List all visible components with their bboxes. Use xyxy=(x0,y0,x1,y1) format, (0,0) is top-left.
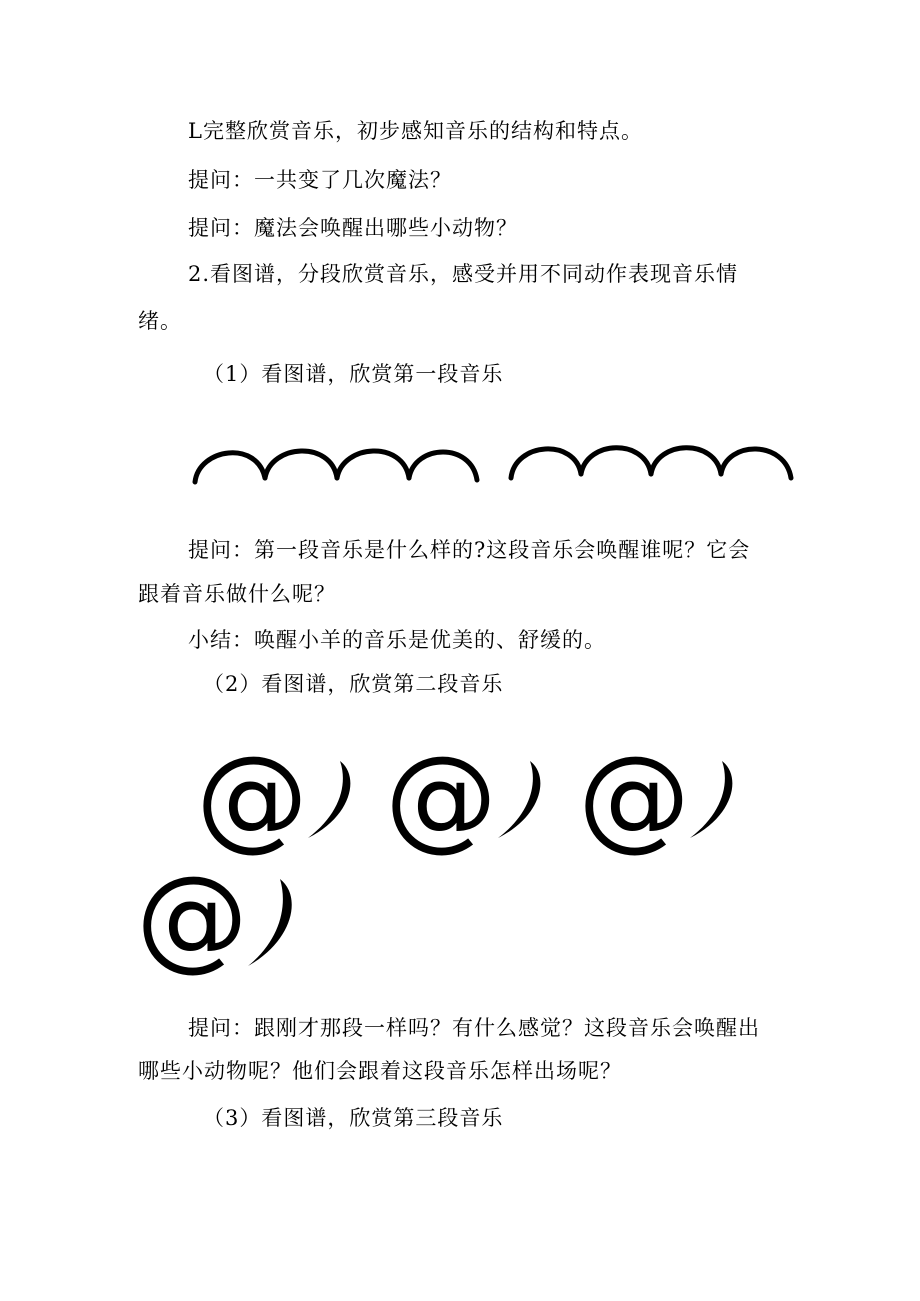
arc-shape xyxy=(265,451,337,478)
section-heading-part-3: （3）看图谱，欣赏第三段音乐 xyxy=(203,1106,504,1130)
curve-stroke xyxy=(682,756,752,846)
arc-shape xyxy=(337,451,409,478)
score-figure-arcs xyxy=(185,430,805,500)
arc-shape xyxy=(409,452,477,480)
paragraph-step-2-line-1: 2.看图谱，分段欣赏音乐，感受并用不同动作表现音乐情 xyxy=(188,262,739,286)
arc-shape xyxy=(721,449,791,478)
arc-group-left xyxy=(195,451,477,482)
paragraph-question-3-line-1: 提问：第一段音乐是什么样的?这段音乐会唤醒谁呢？它会 xyxy=(188,538,751,562)
paragraph-question-2: 提问：魔法会唤醒出哪些小动物？ xyxy=(188,216,518,240)
paragraph-summary: 小结：唤醒小羊的音乐是优美的、舒缓的。 xyxy=(188,628,606,652)
arc-shape xyxy=(195,453,265,482)
paragraph-question-4-line-2: 哪些小动物呢？他们会跟着这段音乐怎样出场呢？ xyxy=(138,1059,622,1083)
at-symbol: @ xyxy=(385,733,497,863)
at-symbol: @ xyxy=(136,853,248,983)
arc-shape xyxy=(651,448,721,474)
paragraph-question-1: 提问：一共变了几次魔法？ xyxy=(188,168,452,192)
arc-shape xyxy=(511,449,581,478)
curve-stroke xyxy=(300,756,370,846)
paragraph-step-2-line-2: 绪。 xyxy=(138,309,182,333)
at-symbol: @ xyxy=(578,733,690,863)
at-symbol: @ xyxy=(196,733,308,863)
paragraph-1: L完整欣赏音乐，初步感知音乐的结构和特点。 xyxy=(188,119,643,143)
curve-stroke xyxy=(240,874,310,972)
paragraph-question-4-line-1: 提问：跟刚才那段一样吗？有什么感觉？这段音乐会唤醒出 xyxy=(188,1016,760,1040)
arc-group-right xyxy=(511,448,791,478)
section-heading-part-2: （2）看图谱，欣赏第二段音乐 xyxy=(203,672,504,696)
section-heading-part-1: （1）看图谱，欣赏第一段音乐 xyxy=(203,362,504,386)
curve-stroke xyxy=(490,756,560,846)
paragraph-question-3-line-2: 跟着音乐做什么呢？ xyxy=(138,582,336,606)
arc-shape xyxy=(581,448,651,474)
